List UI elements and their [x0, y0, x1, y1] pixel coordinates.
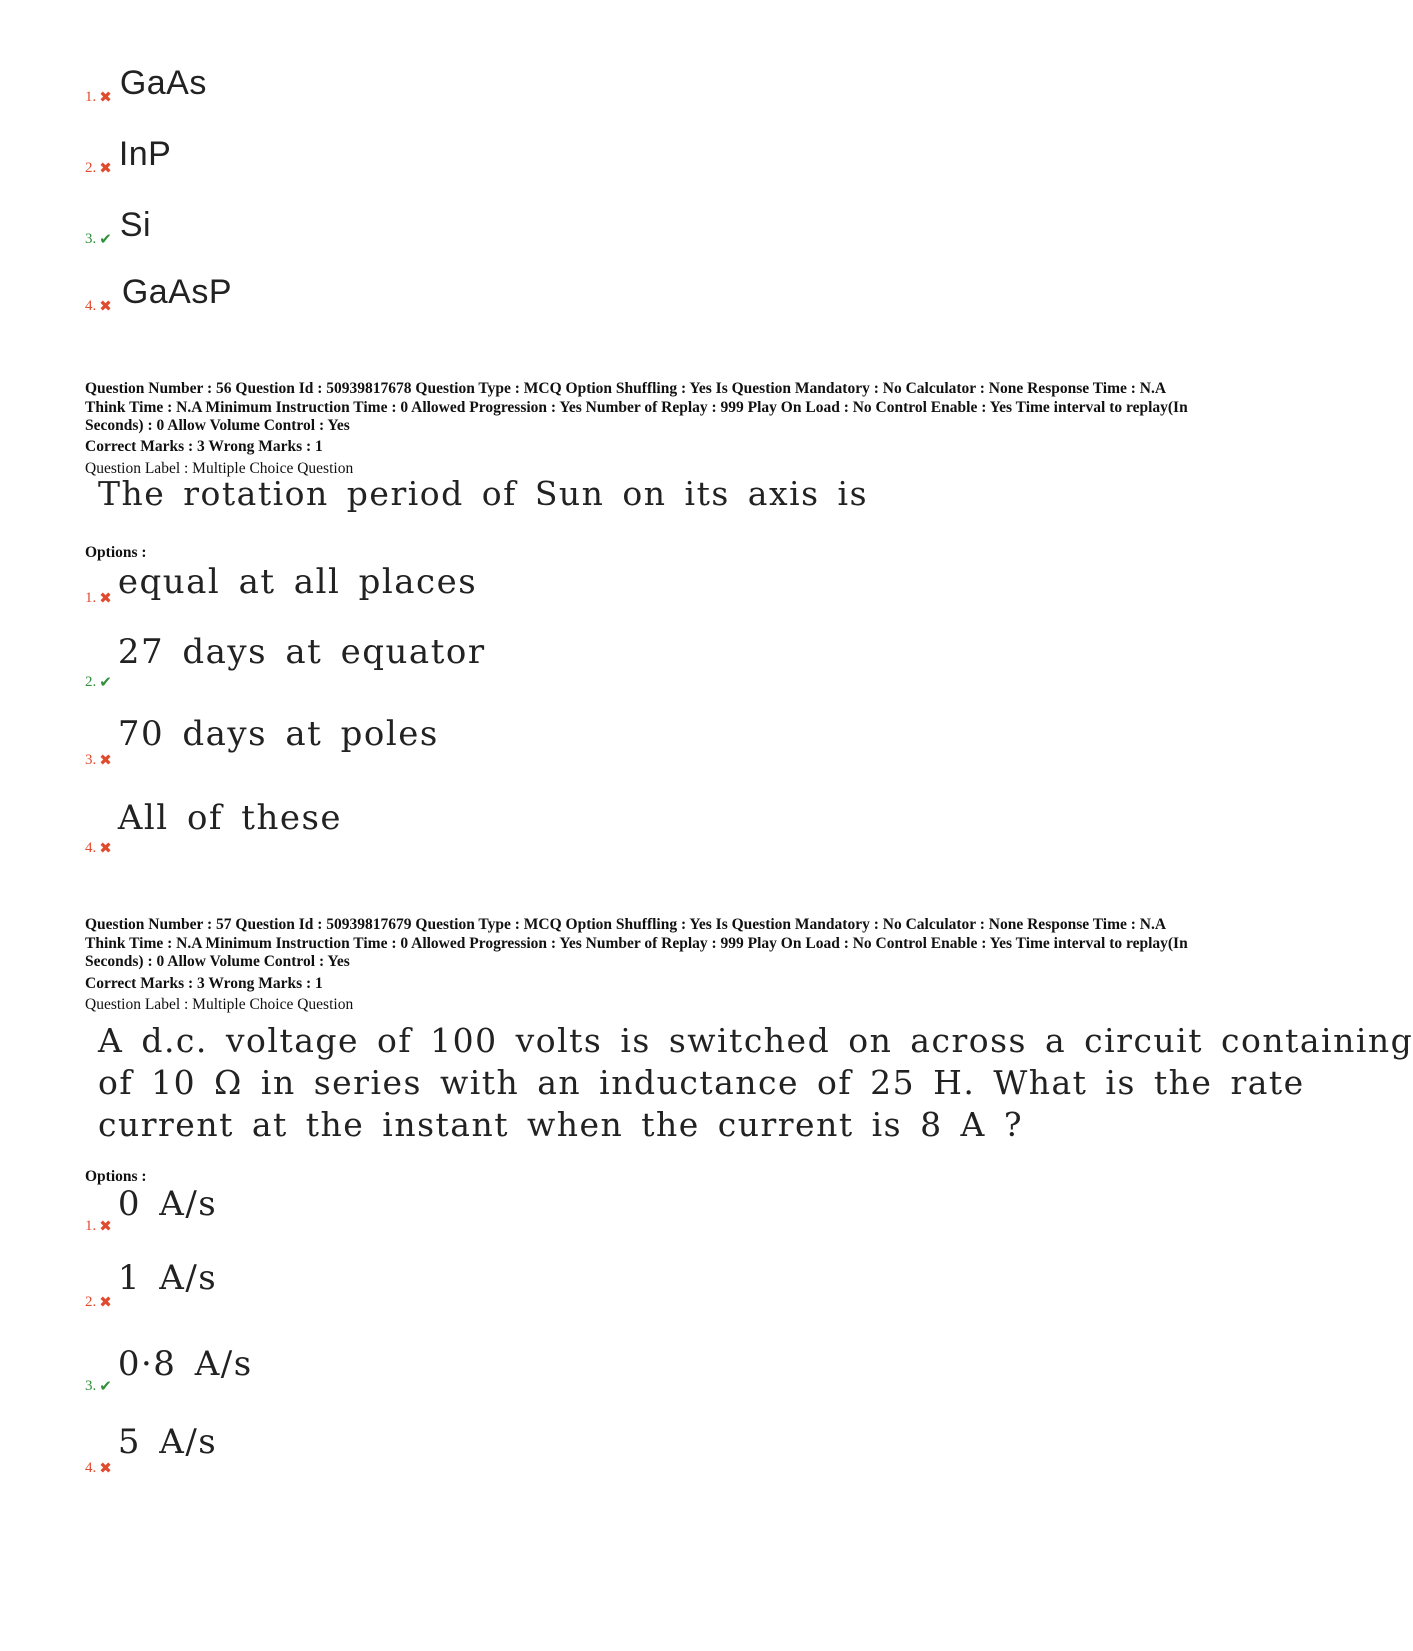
- question-text: [98, 1020, 1413, 1146]
- option-text: 0 A/s: [117, 1184, 218, 1224]
- cross-icon: ✖: [99, 1217, 112, 1235]
- option-text: GaAsP: [121, 273, 233, 311]
- q56-option-4: [85, 798, 342, 856]
- question-line-3: current at the instant when the current is 8 A ?: [98, 1105, 1024, 1144]
- question-label: Question Label : Multiple Choice Question: [85, 460, 354, 477]
- options-label: Options :: [85, 1168, 147, 1185]
- option-text: 1 A/s: [117, 1258, 218, 1298]
- question-text: The rotation period of Sun on its axis is: [98, 474, 869, 513]
- q56-option-2: [85, 632, 486, 690]
- question-line-1: A d.c. voltage of 100 volts is switched on across a circuit containing: [98, 1021, 1413, 1060]
- option-text: 5 A/s: [117, 1422, 218, 1462]
- prev-option-1: [85, 64, 207, 105]
- q56-option-1: [85, 562, 477, 606]
- q57-option-3: [85, 1344, 253, 1394]
- option-number: 2.: [85, 1294, 97, 1310]
- q56-option-3: [85, 714, 439, 768]
- option-text: 70 days at poles: [117, 714, 439, 754]
- cross-icon: ✖: [99, 1459, 112, 1477]
- cross-icon: ✖: [99, 839, 112, 857]
- option-number: 3.: [85, 231, 97, 247]
- check-icon: ✔: [99, 1377, 112, 1395]
- option-number: 2.: [85, 160, 97, 176]
- prev-option-2: [85, 135, 171, 176]
- cross-icon: ✖: [99, 297, 112, 315]
- option-text: 0·8 A/s: [117, 1344, 253, 1384]
- cross-icon: ✖: [99, 751, 112, 769]
- option-text: 27 days at equator: [117, 632, 486, 672]
- option-text: equal at all places: [117, 562, 478, 602]
- option-number: 1.: [85, 1218, 97, 1234]
- question-label: Question Label : Multiple Choice Question: [85, 996, 354, 1013]
- q57-option-4: [85, 1422, 217, 1476]
- option-number: 3.: [85, 1378, 97, 1394]
- cross-icon: ✖: [99, 589, 112, 607]
- option-text: GaAs: [119, 64, 207, 102]
- check-icon: ✔: [99, 230, 112, 248]
- option-number: 2.: [85, 674, 97, 690]
- option-number: 3.: [85, 752, 97, 768]
- option-number: 1.: [85, 590, 97, 606]
- cross-icon: ✖: [99, 159, 112, 177]
- question-meta: Question Number : 57 Question Id : 50939817679 Question Type : MCQ Option Shuffling : Yes Is Question Mandatory : No Calculator : None Response Time : N.A Think Time : N.A Minimum Instruction Time : 0 Allowed Progression : Yes Number of Replay : 999 Play On Load : No Control Enable : Yes Time interval to replay(In Seconds) : 0 Allow Volume Control : Yes: [85, 916, 1188, 970]
- q57-option-1: [85, 1184, 217, 1234]
- option-number: 4.: [85, 1460, 97, 1476]
- option-number: 1.: [85, 89, 97, 105]
- option-number: 4.: [85, 840, 97, 856]
- prev-option-4: [85, 273, 232, 314]
- prev-option-3: [85, 206, 151, 247]
- question-meta: Question Number : 56 Question Id : 50939817678 Question Type : MCQ Option Shuffling : Yes Is Question Mandatory : No Calculator : None Response Time : N.A Think Time : N.A Minimum Instruction Time : 0 Allowed Progression : Yes Number of Replay : 999 Play On Load : No Control Enable : Yes Time interval to replay(In Seconds) : 0 Allow Volume Control : Yes: [85, 380, 1188, 434]
- options-label: Options :: [85, 544, 147, 561]
- q57-option-2: [85, 1258, 217, 1310]
- question-marks: Correct Marks : 3 Wrong Marks : 1: [85, 975, 323, 992]
- option-text: All of these: [117, 798, 343, 838]
- cross-icon: ✖: [99, 88, 112, 106]
- cross-icon: ✖: [99, 1293, 112, 1311]
- question-line-2: of 10 Ω in series with an inductance of 25 H. What is the rate: [98, 1063, 1305, 1102]
- option-text: InP: [118, 135, 172, 173]
- question-marks: Correct Marks : 3 Wrong Marks : 1: [85, 438, 323, 455]
- check-icon: ✔: [99, 673, 112, 691]
- option-number: 4.: [85, 298, 97, 314]
- option-text: Si: [119, 206, 152, 244]
